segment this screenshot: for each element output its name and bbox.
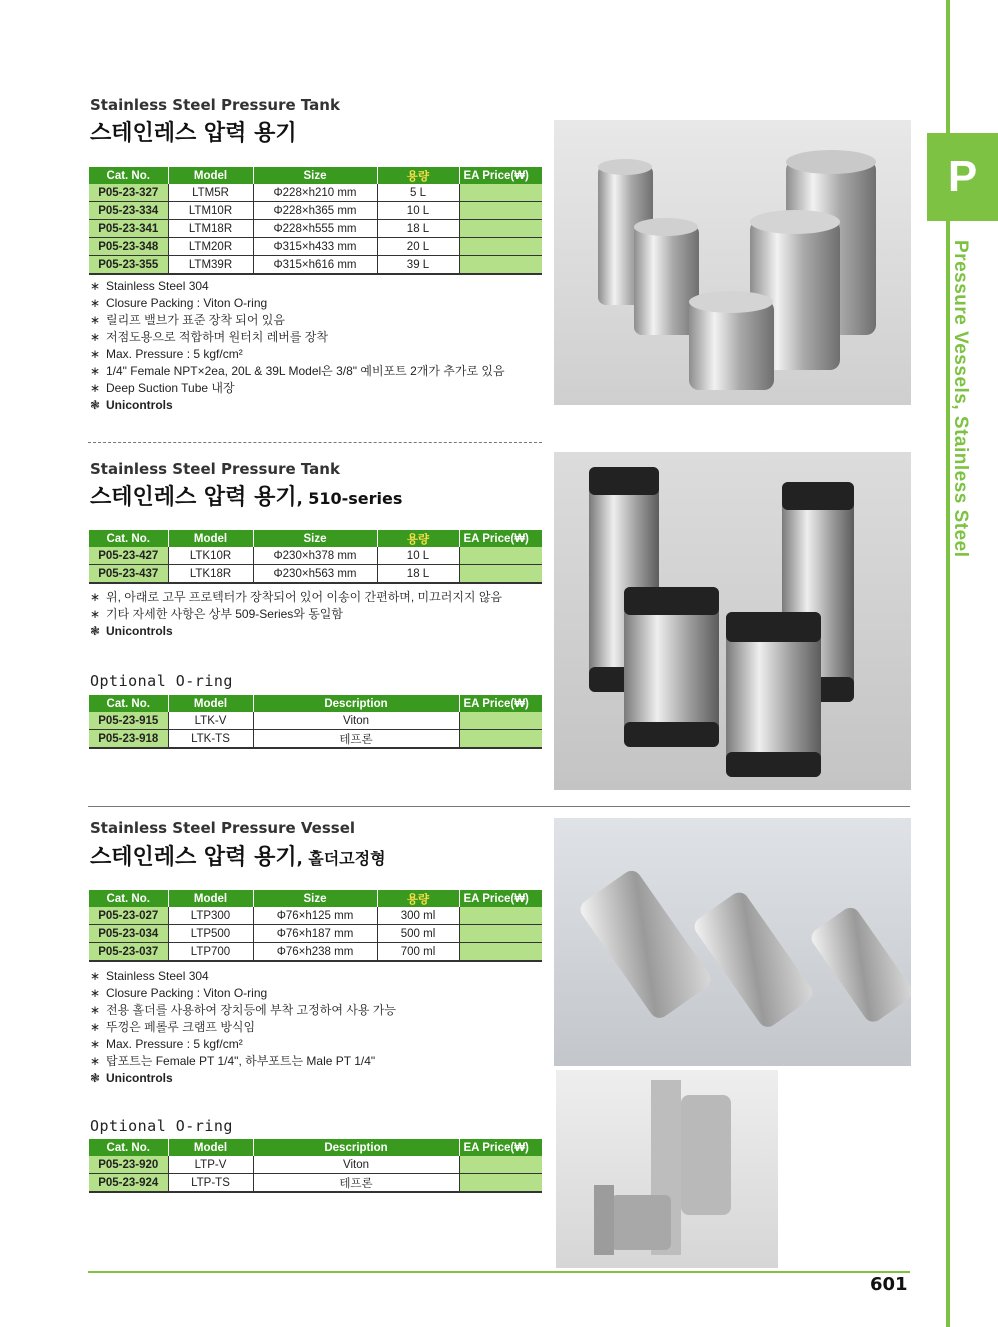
table-row [89,1174,542,1193]
holder-vessel-photo [554,818,911,1066]
cell-cat: P05-23-348 [89,238,168,256]
section-divider-solid [88,806,910,807]
chapter-title-vertical [940,240,980,590]
section1-title-ko: 스테인레스 압력 용기 [90,121,297,146]
note-item [90,346,505,363]
note-text: Deep Suction Tube 내장 [106,381,235,395]
brand-item [90,1070,396,1087]
table-row [89,202,542,220]
note-text: Max. Pressure : 5 kgf/cm² [106,347,243,361]
cell-cat: P05-23-920 [89,1156,168,1174]
note-text: Stainless Steel 304 [106,969,209,983]
cell-model: LTK10R [168,547,253,565]
asterisk-icon: ∗ [90,296,101,310]
section2-optional-table [89,695,542,749]
cell-price [459,565,542,584]
note-text: 탑포트는 Female PT 1/4", 하부포트는 Male PT 1/4" [106,1054,376,1068]
table-row [89,184,542,202]
section2-title-ko [90,480,402,511]
col-capacity: 용량 [377,167,459,184]
cell-cat: P05-23-355 [89,256,168,275]
col-description: Description [253,1139,459,1156]
cell-model: LTM20R [168,238,253,256]
cell-model: LTM39R [168,256,253,275]
note-item [90,380,505,397]
cell-price [459,712,542,730]
note-item [90,1019,396,1036]
cell-model: LTM5R [168,184,253,202]
pressure-tank-illustration [554,120,911,405]
note-text: 전용 홀더를 사용하여 장치등에 부착 고정하여 사용 가능 [106,1003,396,1017]
cell-price [459,202,542,220]
cell-model: LTP700 [168,943,253,962]
cell-cap: 39 L [377,256,459,275]
asterisk-icon: ∗ [90,313,101,327]
note-item [90,1036,396,1053]
note-item [90,312,505,329]
table-row [89,712,542,730]
footer-line [88,1271,910,1273]
col-capacity: 용량 [377,890,459,907]
cell-size: Φ76×h125 mm [253,907,377,925]
table-row [89,238,542,256]
holder-mount-photo [556,1070,778,1268]
holder-vessel-illustration [554,818,911,1066]
table-row [89,943,542,962]
asterisk-icon: ∗ [90,590,101,604]
asterisk-icon: ∗ [90,279,101,293]
col-model: Model [168,695,253,712]
section3-spec-table [89,890,542,962]
col-cat: Cat. No. [89,695,168,712]
note-item [90,968,396,985]
cell-size: Φ315×h616 mm [253,256,377,275]
cell-price [459,730,542,749]
col-model: Model [168,890,253,907]
asterisk-icon: ∗ [90,364,101,378]
note-text: 1/4" Female NPT×2ea, 20L & 39L Model은 3/8" 예비포트 2개가 추가로 있음 [106,364,505,378]
note-text: Closure Packing : Viton O-ring [106,296,268,310]
col-size: Size [253,890,377,907]
col-model: Model [168,1139,253,1156]
col-cat: Cat. No. [89,167,168,184]
note-item [90,363,505,380]
cell-size: Φ230×h563 mm [253,565,377,584]
table-row [89,547,542,565]
cell-cat: P05-23-918 [89,730,168,749]
section1-spec-table [89,167,542,275]
cell-cap: 700 ml [377,943,459,962]
cell-cap: 18 L [377,220,459,238]
note-item [90,329,505,346]
asterisk-icon: ∗ [90,607,101,621]
note-text: 릴리프 밸브가 표준 장착 되어 있음 [106,313,285,327]
asterisk-icon: ∗ [90,969,101,983]
pressure-tank-photo [554,120,911,405]
section3-optional-table [89,1139,542,1193]
col-price: EA Price(₩) [459,695,542,712]
cell-size: Φ228×h210 mm [253,184,377,202]
col-description: Description [253,695,459,712]
col-model: Model [168,530,253,547]
asterisk-icon: ∗ [90,347,101,361]
chapter-title: Pressure Vessels, Stainless Steel [950,240,971,558]
chapter-tab: P [927,133,998,221]
table-row [89,256,542,275]
note-text: Max. Pressure : 5 kgf/cm² [106,1037,243,1051]
cell-price [459,1156,542,1174]
section1-notes [90,278,505,414]
cell-cap: 20 L [377,238,459,256]
cell-model: LTP500 [168,925,253,943]
section2-title-ko-main: 스테인레스 압력 용기 [90,485,297,510]
brand-name: Unicontrols [106,398,173,412]
cell-price [459,925,542,943]
section1-title-en: Stainless Steel Pressure Tank [90,96,340,114]
cell-desc: Viton [253,1156,459,1174]
note-text: Closure Packing : Viton O-ring [106,986,268,1000]
table-row [89,907,542,925]
section3-title-ko-main: 스테인레스 압력 용기 [90,845,297,870]
cell-desc: 테프론 [253,1174,459,1193]
col-price: EA Price(₩) [459,890,542,907]
note-text: 저점도용으로 적합하며 원터치 레버를 장착 [106,330,328,344]
asterisk-icon: ∗ [90,381,101,395]
section2-title-en: Stainless Steel Pressure Tank [90,460,340,478]
note-text: 뚜껑은 페롤루 크램프 방식임 [106,1020,256,1034]
cell-model: LTM18R [168,220,253,238]
section3-optional-title: Optional O-ring [90,1117,233,1135]
asterisk-icon: ∗ [90,1054,101,1068]
note-item [90,606,502,623]
section3-title-ko [90,840,386,871]
asterisk-icon: ∗ [90,330,101,344]
cell-cat: P05-23-915 [89,712,168,730]
col-price: EA Price(₩) [459,1139,542,1156]
cell-cap: 10 L [377,547,459,565]
note-text: Stainless Steel 304 [106,279,209,293]
holder-mount-illustration [556,1070,778,1268]
cell-price [459,907,542,925]
section3-title-en: Stainless Steel Pressure Vessel [90,819,356,837]
note-item [90,278,505,295]
cell-cat: P05-23-037 [89,943,168,962]
section2-title-suffix: , 510-series [296,489,403,508]
cell-model: LTP-V [168,1156,253,1174]
table-row [89,220,542,238]
brand-name: Unicontrols [106,1071,173,1085]
asterisk-icon: ∗ [90,1020,101,1034]
flower-bullet-icon: ❃ [90,624,101,638]
cell-size: Φ230×h378 mm [253,547,377,565]
table-row [89,1156,542,1174]
cell-cap: 18 L [377,565,459,584]
cell-model: LTK-TS [168,730,253,749]
asterisk-icon: ∗ [90,1037,101,1051]
brand-name: Unicontrols [106,624,173,638]
section3-notes [90,968,396,1087]
cell-size: Φ228×h365 mm [253,202,377,220]
cell-model: LTK18R [168,565,253,584]
flower-bullet-icon: ❃ [90,398,101,412]
cell-price [459,1174,542,1193]
cell-cat: P05-23-437 [89,565,168,584]
cell-price [459,256,542,275]
note-item [90,1002,396,1019]
cell-model: LTP300 [168,907,253,925]
col-size: Size [253,530,377,547]
cell-desc: Viton [253,712,459,730]
section2-spec-table [89,530,542,584]
cell-size: Φ228×h555 mm [253,220,377,238]
keg-tank-photo [554,452,911,790]
cell-size: Φ315×h433 mm [253,238,377,256]
col-capacity: 용량 [377,530,459,547]
note-item [90,295,505,312]
section-divider-dashed [88,442,542,443]
keg-tank-illustration [554,452,911,790]
cell-cat: P05-23-341 [89,220,168,238]
cell-cat: P05-23-427 [89,547,168,565]
cell-price [459,220,542,238]
note-item [90,1053,396,1070]
col-price: EA Price(₩) [459,530,542,547]
col-cat: Cat. No. [89,1139,168,1156]
cell-price [459,943,542,962]
cell-cat: P05-23-027 [89,907,168,925]
table-row [89,730,542,749]
note-item [90,589,502,606]
col-model: Model [168,167,253,184]
cell-cat: P05-23-034 [89,925,168,943]
brand-item [90,623,502,640]
cell-model: LTP-TS [168,1174,253,1193]
table-row [89,925,542,943]
cell-cap: 300 ml [377,907,459,925]
col-cat: Cat. No. [89,530,168,547]
note-text: 기타 자세한 사항은 상부 509-Series와 동일함 [106,607,343,621]
table-row [89,565,542,584]
cell-cap: 5 L [377,184,459,202]
section3-title-suffix: , 홀더고정형 [296,849,386,868]
cell-cap: 500 ml [377,925,459,943]
brand-item [90,397,505,414]
cell-size: Φ76×h187 mm [253,925,377,943]
cell-size: Φ76×h238 mm [253,943,377,962]
section2-optional-title: Optional O-ring [90,672,233,690]
cell-desc: 테프론 [253,730,459,749]
cell-model: LTM10R [168,202,253,220]
col-cat: Cat. No. [89,890,168,907]
asterisk-icon: ∗ [90,1003,101,1017]
cell-cat: P05-23-924 [89,1174,168,1193]
cell-model: LTK-V [168,712,253,730]
col-price: EA Price(₩) [459,167,542,184]
cell-cat: P05-23-327 [89,184,168,202]
page-number: 601 [870,1274,908,1295]
col-size: Size [253,167,377,184]
note-item [90,985,396,1002]
note-text: 위, 아래로 고무 프로텍터가 장착되어 있어 이송이 간편하며, 미끄러지지 않음 [106,590,503,604]
cell-price [459,238,542,256]
asterisk-icon: ∗ [90,986,101,1000]
cell-cap: 10 L [377,202,459,220]
section2-notes [90,589,502,640]
cell-cat: P05-23-334 [89,202,168,220]
cell-price [459,184,542,202]
flower-bullet-icon: ❃ [90,1071,101,1085]
cell-price [459,547,542,565]
